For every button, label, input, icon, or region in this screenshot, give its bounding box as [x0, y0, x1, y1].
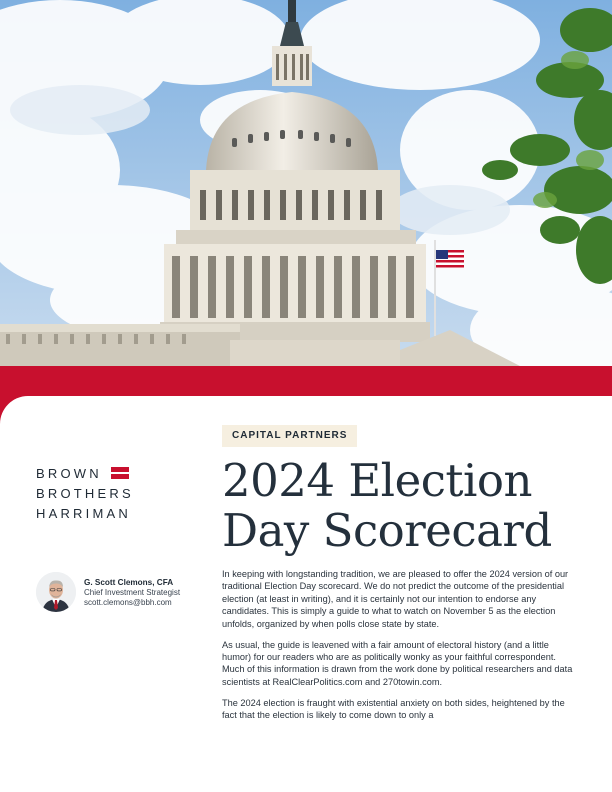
author-text — [84, 578, 214, 608]
logo-flag-icon — [111, 467, 129, 479]
paragraph-2: As usual, the guide is leavened with a fair amount of electoral history (and a little humor) for our readers who are as politically wonky as your faithful correspondent. Much of this information is drawn from the work done by political researchers and data scientists at RealClearPolitics.com and 270towin.com. — [222, 639, 573, 687]
category-tag: CAPITAL PARTNERS — [222, 425, 357, 447]
paragraph-1: In keeping with longstanding tradition, we are pleased to offer the 2024 version of our traditional Election Day scorecard. We do not predict the outcome of the presidential election (at least in writing), and it is certainly not our intention to endorse any candidates. This is simply a guide to what to watch on November 5 as the election unfolds, organized by when polls close state by state. — [222, 569, 569, 629]
avatar — [36, 572, 76, 612]
author-role: Chief Investment Strategist — [84, 588, 181, 597]
hero-capitol-photo — [0, 0, 612, 372]
title-line-1: 2024 Election — [222, 454, 532, 507]
capitol-building-illustration — [0, 0, 612, 372]
page-title — [222, 456, 602, 556]
author-block — [36, 572, 206, 616]
paragraph-3: The 2024 election is fraught with existential anxiety on both sides, heightened by the fact that the election is likely to come down to only a — [222, 697, 565, 721]
author-name: G. Scott Clemons, CFA — [84, 578, 174, 587]
logo-line-brothers: BROTHERS — [36, 486, 134, 501]
logo-line-harriman: HARRIMAN — [36, 506, 131, 521]
title-line-2: Day Scorecard — [222, 504, 552, 557]
bbh-logo — [36, 464, 146, 524]
author-portrait-icon — [36, 572, 76, 612]
logo-line-brown: BROWN — [36, 466, 102, 481]
author-email-link[interactable]: scott.clemons@bbh.com — [84, 598, 172, 607]
body-text — [222, 568, 580, 730]
